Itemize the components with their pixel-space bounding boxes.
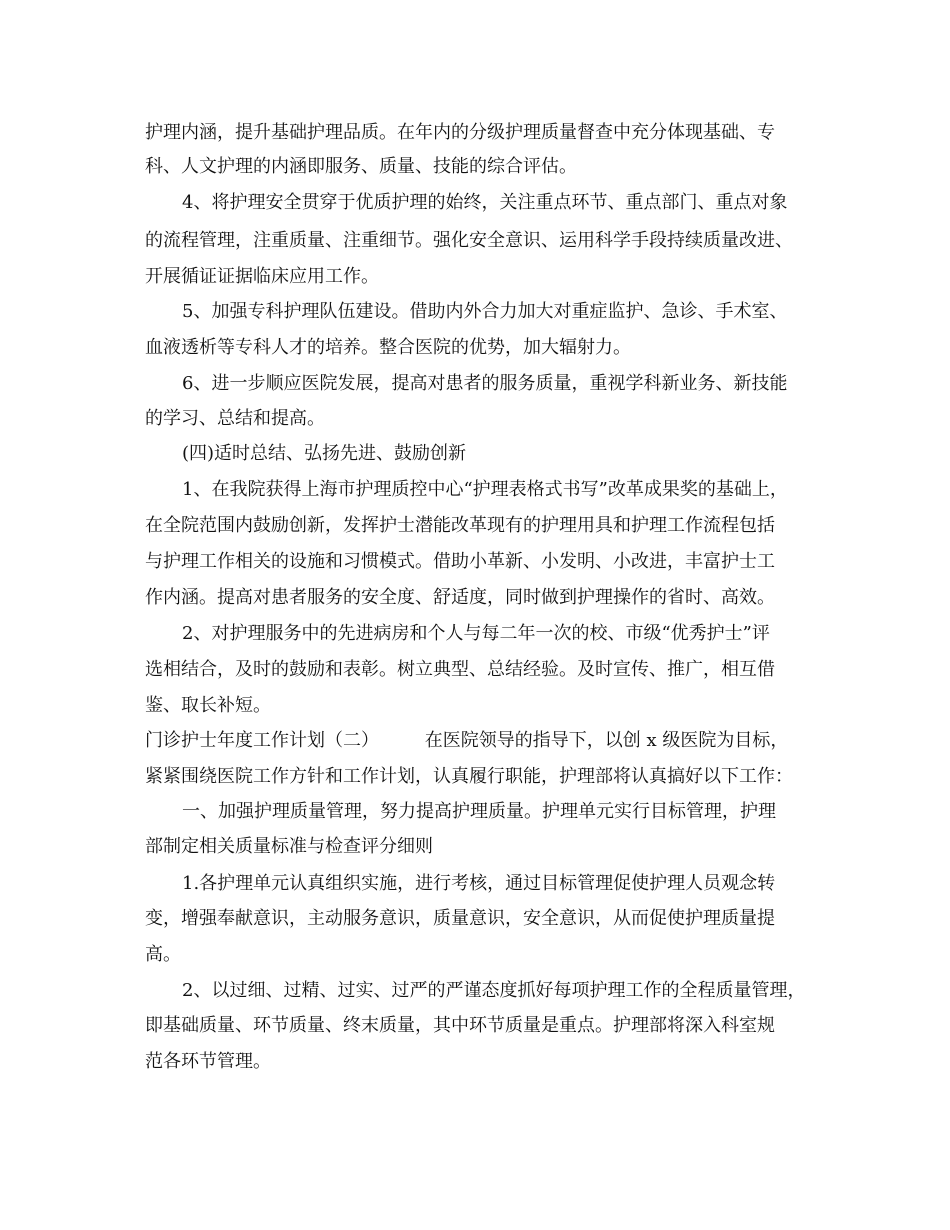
text-line: 鉴、取长补短。 (145, 695, 271, 716)
text-line: 的学习、总结和提高。 (145, 408, 325, 429)
section-heading: (四)适时总结、弘扬先进、鼓励创新 (182, 443, 467, 464)
text-line: 开展循证证据临床应用工作。 (145, 266, 379, 287)
text-line: 变，增强奉献意识，主动服务意识，质量意识，安全意识，从而促使护理质量提 (145, 908, 775, 929)
text-line: 紧紧围绕医院工作方针和工作计划，认真履行职能，护理部将认真搞好以下工作： (145, 766, 793, 787)
text-line: 6、进一步顺应医院发展，提高对患者的服务质量，重视学科新业务、新技能 (182, 373, 788, 394)
text-line: 在全院范围内鼓励创新，发挥护士潜能改革现有的护理用具和护理工作流程包括 (145, 515, 775, 536)
text-line: 5、加强专科护理队伍建设。借助内外合力加大对重症监护、急诊、手术室、 (182, 301, 788, 322)
text-line: 1.各护理单元认真组织实施，进行考核，通过目标管理促使护理人员观念转 (182, 873, 776, 894)
text-line: 护理内涵，提升基础护理品质。在年内的分级护理质量督查中充分体现基础、专 (145, 122, 775, 143)
text-line: 2、对护理服务中的先进病房和个人与每二年一次的校、市级“优秀护士”评 (182, 623, 770, 644)
text-line: 一、加强护理质量管理，努力提高护理质量。护理单元实行目标管理，护理 (182, 801, 776, 822)
text-line: 科、人文护理的内涵即服务、质量、技能的综合评估。 (145, 156, 577, 177)
text-line: 血液透析等专科人才的培养。整合医院的优势，加大辐射力。 (145, 337, 631, 358)
text-line: 范各环节管理。 (145, 1051, 271, 1072)
text-line: 门诊护士年度工作计划（二） 在医院领导的指导下，以创 x 级医院为目标， (145, 730, 789, 751)
text-line: 部制定相关质量标准与检查评分细则 (145, 836, 433, 857)
text-line: 1、在我院获得上海市护理质控中心“护理表格式书写”改革成果奖的基础上， (182, 479, 788, 500)
text-line: 2、以过细、过精、过实、过严的严谨态度抓好每项护理工作的全程质量管理， (182, 980, 806, 1001)
text-line: 作内涵。提高对患者服务的安全度、舒适度，同时做到护理操作的省时、高效。 (145, 587, 775, 608)
text-line: 即基础质量、环节质量、终末质量，其中环节质量是重点。护理部将深入科室规 (145, 1015, 775, 1036)
text-line: 的流程管理，注重质量、注重细节。强化安全意识、运用科学手段持续质量改进、 (145, 230, 793, 251)
text-line: 选相结合，及时的鼓励和表彰。树立典型、总结经验。及时宣传、推广，相互借 (145, 659, 775, 680)
text-line: 与护理工作相关的设施和习惯模式。借助小革新、小发明、小改进，丰富护士工 (145, 551, 775, 572)
text-line: 高。 (145, 944, 181, 965)
text-line: 4、将护理安全贯穿于优质护理的始终，关注重点环节、重点部门、重点对象 (182, 192, 788, 213)
